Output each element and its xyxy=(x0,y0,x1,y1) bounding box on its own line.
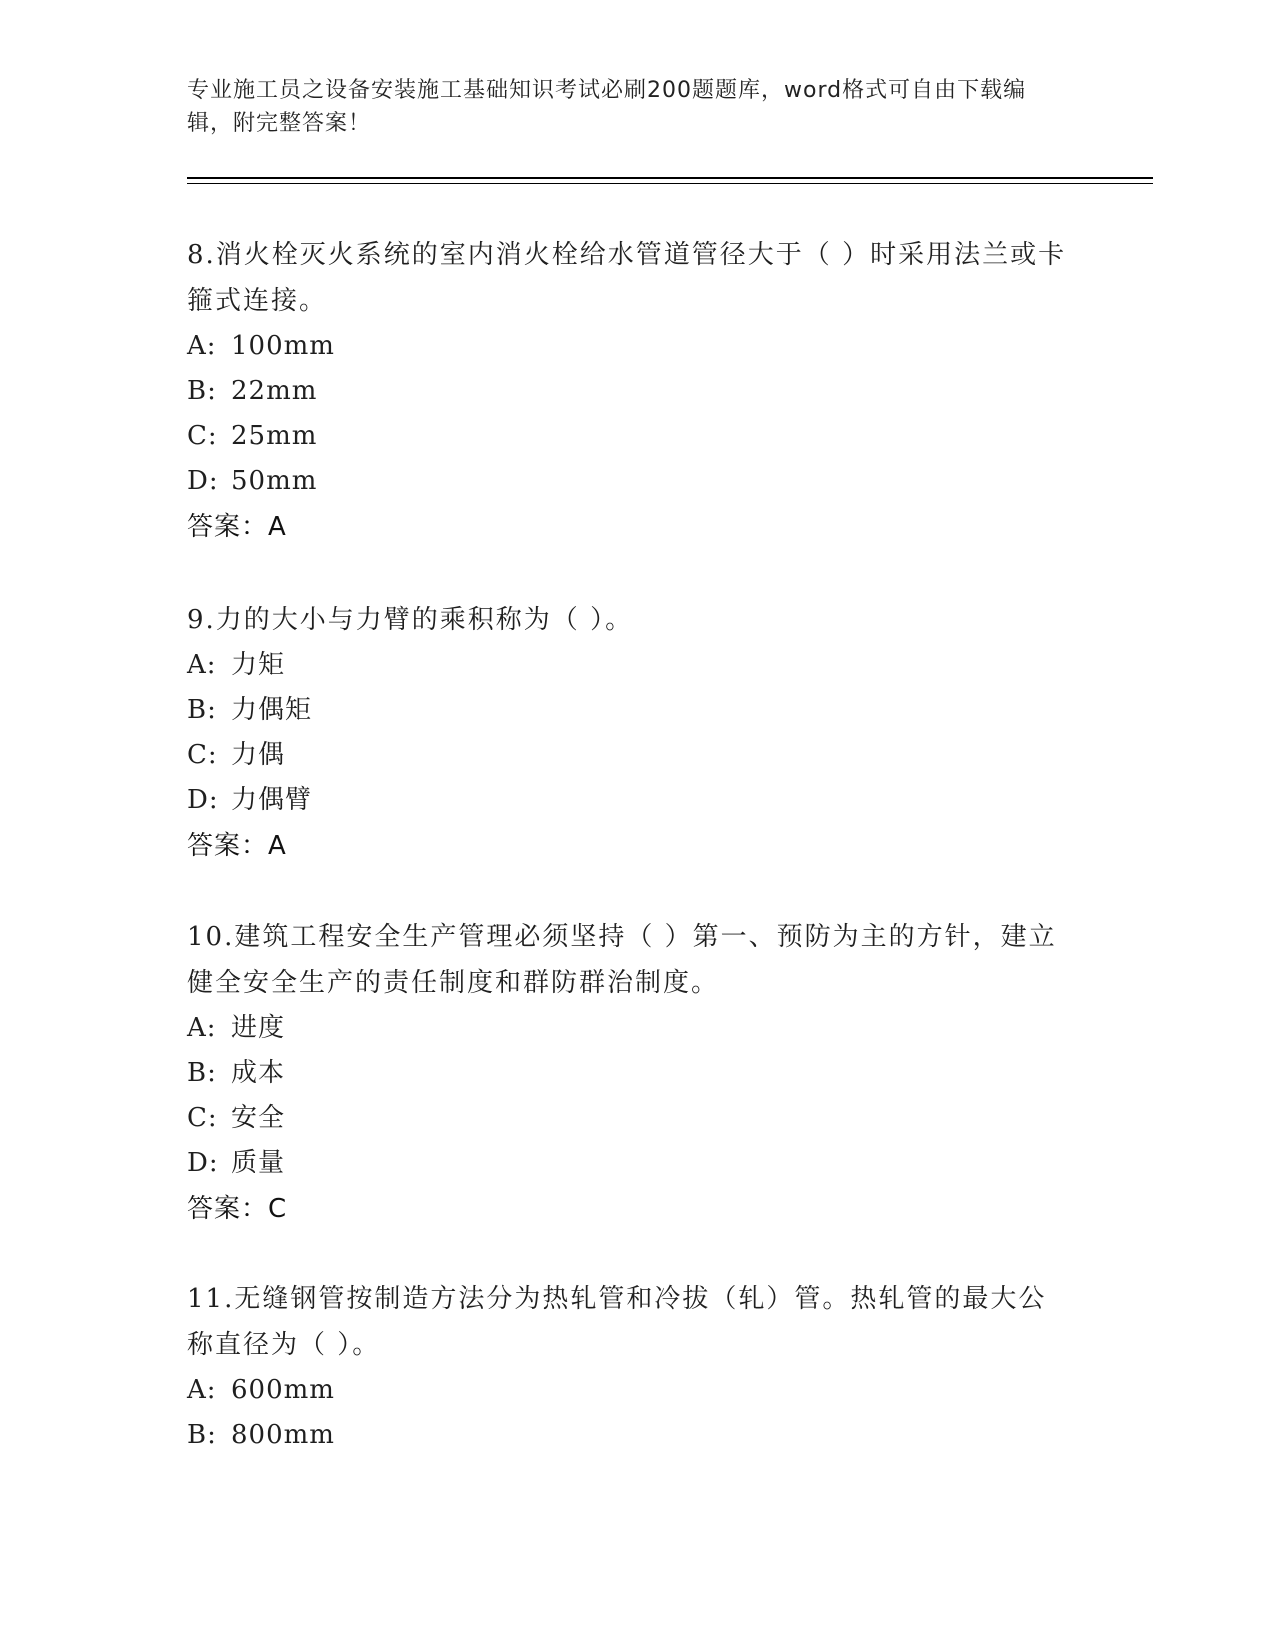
option-a xyxy=(187,1368,1067,1413)
option-text: 50mm xyxy=(231,466,318,496)
option-text: 25mm xyxy=(231,421,318,451)
option-text: 力偶矩 xyxy=(231,695,313,725)
question-8 xyxy=(187,232,1067,550)
option-text: 安全 xyxy=(231,1103,286,1133)
option-d xyxy=(187,778,1067,823)
question-stem: 10.建筑工程安全生产管理必须坚持（ ）第一、预防为主的方针，建立健全安全生产的责任制度和群防群治制度。 xyxy=(187,922,1057,998)
answer-label: 答案：C xyxy=(187,1194,288,1224)
option-text: 质量 xyxy=(231,1148,286,1178)
option-key: D: xyxy=(187,1148,219,1178)
option-key: A: xyxy=(187,1375,217,1405)
answer-label: 答案：A xyxy=(187,831,287,861)
answer-label: 答案：A xyxy=(187,512,287,542)
option-text: 22mm xyxy=(231,376,318,406)
option-text: 进度 xyxy=(231,1013,286,1043)
option-key: C: xyxy=(187,421,218,451)
option-c xyxy=(187,733,1067,778)
option-text: 600mm xyxy=(231,1375,335,1405)
question-9 xyxy=(187,597,1067,869)
option-key: A: xyxy=(187,331,217,361)
option-text: 成本 xyxy=(231,1058,286,1088)
option-b xyxy=(187,369,1067,414)
option-key: D: xyxy=(187,466,219,496)
question-stem: 9.力的大小与力臂的乘积称为（ ）。 xyxy=(187,605,634,635)
question-10 xyxy=(187,914,1067,1232)
option-a xyxy=(187,643,1067,688)
option-key: A: xyxy=(187,1013,217,1043)
option-d xyxy=(187,1141,1067,1186)
question-stem: 11.无缝钢管按制造方法分为热轧管和冷拔（轧）管。热轧管的最大公称直径为（ ）。 xyxy=(187,1284,1047,1360)
question-stem: 8.消火栓灭火系统的室内消火栓给水管道管径大于（ ）时采用法兰或卡箍式连接。 xyxy=(187,240,1067,316)
option-key: C: xyxy=(187,1103,218,1133)
option-key: D: xyxy=(187,785,219,815)
option-b xyxy=(187,1051,1067,1096)
option-key: B: xyxy=(187,695,217,725)
header-divider-thin xyxy=(187,183,1153,184)
option-c xyxy=(187,414,1067,459)
option-a xyxy=(187,324,1067,369)
option-a xyxy=(187,1006,1067,1051)
option-c xyxy=(187,1096,1067,1141)
option-key: A: xyxy=(187,650,217,680)
option-text: 100mm xyxy=(231,331,335,361)
option-key: B: xyxy=(187,376,217,406)
option-text: 力偶臂 xyxy=(231,785,313,815)
option-b xyxy=(187,688,1067,733)
option-key: C: xyxy=(187,740,218,770)
document-header: 专业施工员之设备安装施工基础知识考试必刷200题题库，word格式可自由下载编辑，附完整答案！ xyxy=(187,78,1027,136)
option-text: 800mm xyxy=(231,1420,335,1450)
header-divider-thick xyxy=(187,177,1153,179)
option-d xyxy=(187,459,1067,504)
option-b xyxy=(187,1413,1067,1458)
option-text: 力矩 xyxy=(231,650,286,680)
option-key: B: xyxy=(187,1420,217,1450)
question-11 xyxy=(187,1276,1067,1458)
option-key: B: xyxy=(187,1058,217,1088)
option-text: 力偶 xyxy=(231,740,286,770)
